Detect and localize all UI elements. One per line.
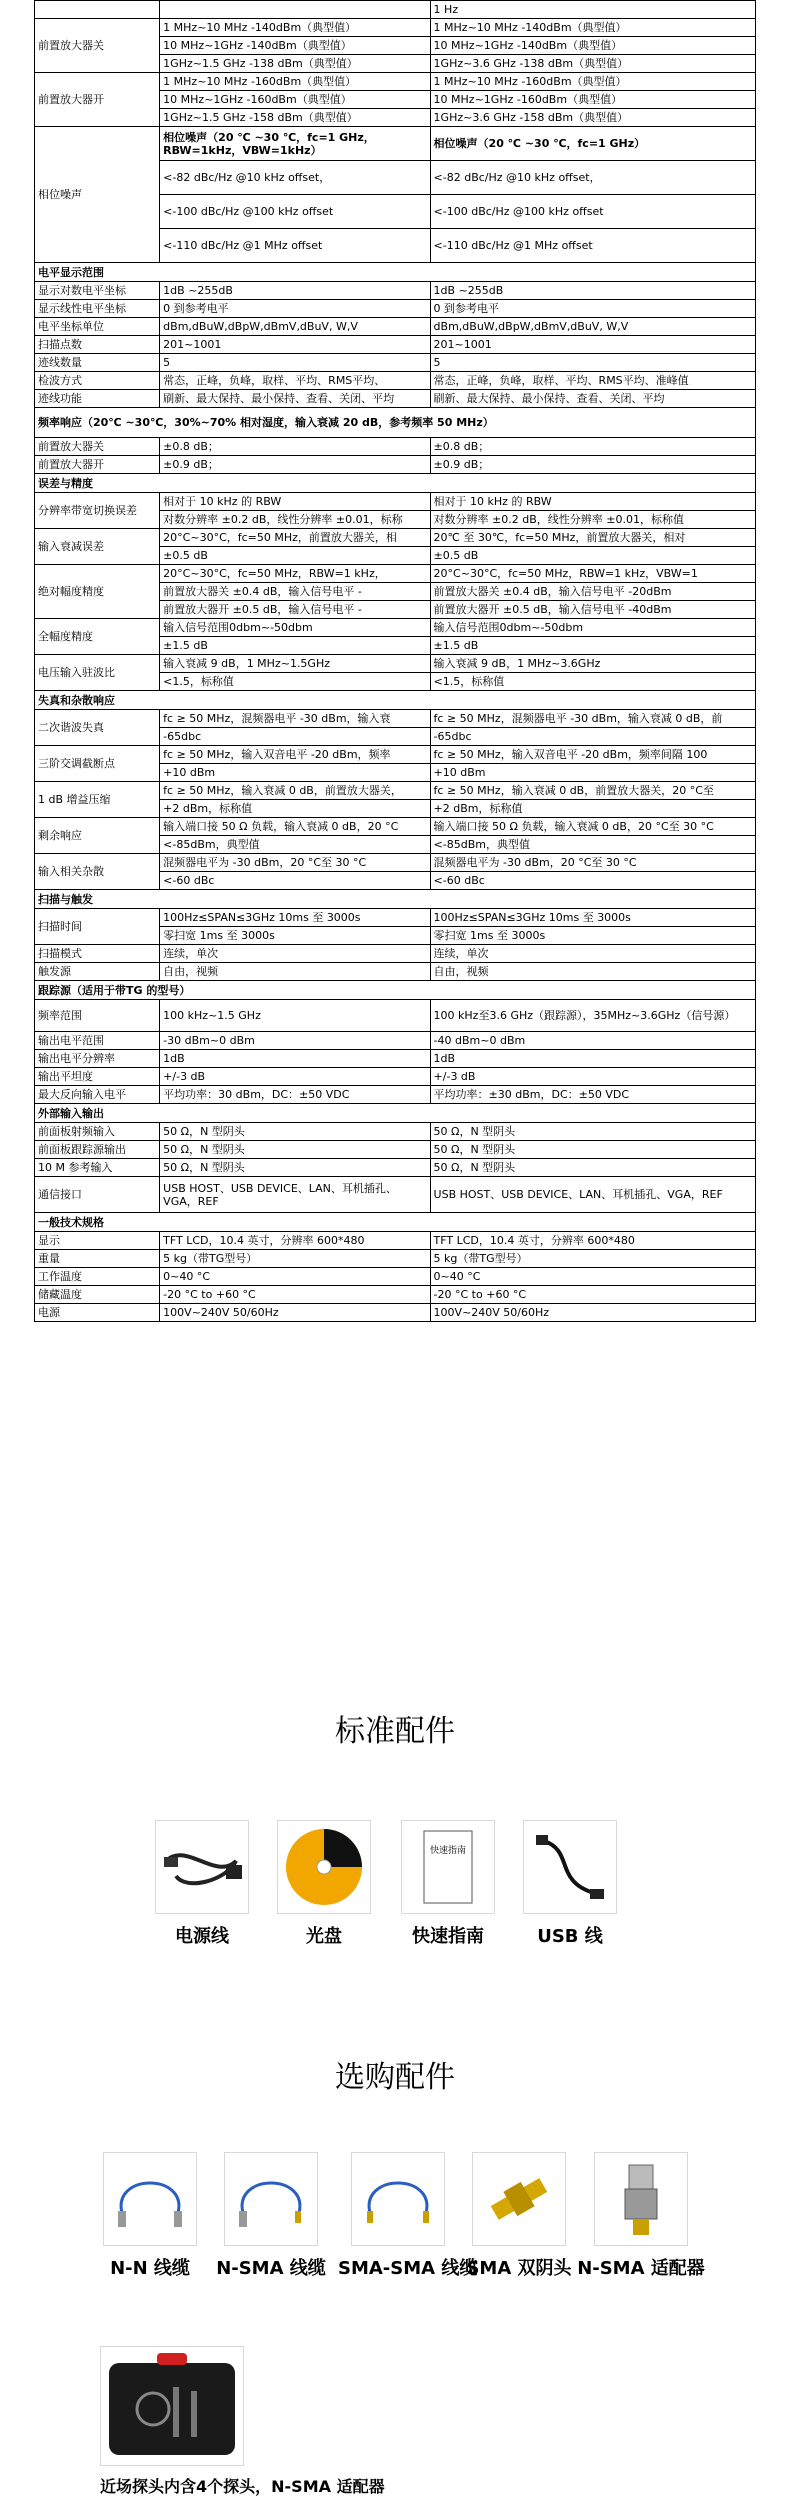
cell-value: <-110 dBc/Hz @1 MHz offset bbox=[160, 229, 430, 263]
table-row bbox=[35, 336, 756, 354]
cell-value: 刷新、最大保持、最小保持、查看、关闭、平均 bbox=[160, 390, 430, 408]
cell-value: <-85dBm，典型值 bbox=[160, 836, 430, 854]
row-label: 前置放大器关 bbox=[35, 438, 160, 456]
row-label: 频率范围 bbox=[35, 1000, 160, 1032]
row-label: 工作温度 bbox=[35, 1268, 160, 1286]
row-label: 扫描模式 bbox=[35, 945, 160, 963]
cell-value: 20℃ 至 30℃，fc=50 MHz，前置放大器关，相对 bbox=[430, 529, 755, 547]
table-row bbox=[35, 19, 756, 37]
cell-value: 1GHz~1.5 GHz -158 dBm（典型值） bbox=[160, 109, 430, 127]
cell-value: 自由，视频 bbox=[160, 963, 430, 981]
row-label: 触发源 bbox=[35, 963, 160, 981]
row-label: 输出平坦度 bbox=[35, 1068, 160, 1086]
row-label: 输入衰减误差 bbox=[35, 529, 160, 565]
table-row bbox=[35, 1177, 756, 1213]
cell-value: 相对于 10 kHz 的 RBW bbox=[430, 493, 755, 511]
cell-value: 20°C~30°C，fc=50 MHz，RBW=1 kHz，VBW=1 bbox=[430, 565, 755, 583]
cell-value: 输入衰减 9 dB，1 MHz~1.5GHz bbox=[160, 655, 430, 673]
row-label: 二次谐波失真 bbox=[35, 710, 160, 746]
table-row bbox=[35, 710, 756, 728]
cell-value: 1 MHz~10 MHz -140dBm（典型值） bbox=[160, 19, 430, 37]
table-row bbox=[35, 1123, 756, 1141]
quick-guide-icon bbox=[401, 1820, 495, 1914]
cell-value: fc ≥ 50 MHz，输入衰减 0 dB，前置放大器关， bbox=[160, 782, 430, 800]
cell-value: 201~1001 bbox=[430, 336, 755, 354]
spec-table bbox=[34, 0, 756, 1322]
cell-value: 20°C~30°C，fc=50 MHz，前置放大器关，相 bbox=[160, 529, 430, 547]
table-row bbox=[35, 1, 756, 19]
accessory-label: N-N 线缆 bbox=[110, 2258, 190, 2279]
cell-value: -65dbc bbox=[160, 728, 430, 746]
accessory-sma-sma-cable bbox=[338, 2152, 478, 2280]
table-row bbox=[35, 127, 756, 161]
probe-kit-icon bbox=[100, 2346, 244, 2466]
section-header: 跟踪源（适用于带TG 的型号） bbox=[35, 981, 756, 1000]
cell-value: USB HOST、USB DEVICE、LAN、耳机插孔、VGA，REF bbox=[160, 1177, 430, 1213]
accessory-power-cord bbox=[150, 1820, 254, 1948]
cell-value: 5 kg（带TG型号） bbox=[430, 1250, 755, 1268]
cell-value: <-110 dBc/Hz @1 MHz offset bbox=[430, 229, 755, 263]
cd-icon bbox=[277, 1820, 371, 1914]
cell-value: +10 dBm bbox=[430, 764, 755, 782]
cell-value: 10 MHz~1GHz -140dBm（典型值） bbox=[160, 37, 430, 55]
cell-value: 自由，视频 bbox=[430, 963, 755, 981]
accessory-label: 电源线 bbox=[175, 1926, 229, 1947]
cell-value: ±0.9 dB； bbox=[160, 456, 430, 474]
power-cord-icon bbox=[155, 1820, 249, 1914]
row-label: 迹线数量 bbox=[35, 354, 160, 372]
section-header: 失真和杂散响应 bbox=[35, 691, 756, 710]
row-label: 电压输入驻波比 bbox=[35, 655, 160, 691]
table-row bbox=[35, 372, 756, 390]
section-header: 误差与精度 bbox=[35, 474, 756, 493]
cell-value: fc ≥ 50 MHz，混频器电平 -30 dBm，输入衰减 0 dB，前 bbox=[430, 710, 755, 728]
cell-value: 连续，单次 bbox=[430, 945, 755, 963]
cell-value: fc ≥ 50 MHz，输入双音电平 -20 dBm，频率 bbox=[160, 746, 430, 764]
row-label: 储藏温度 bbox=[35, 1286, 160, 1304]
table-row bbox=[35, 1032, 756, 1050]
accessory-quick-guide bbox=[396, 1820, 500, 1948]
table-row bbox=[35, 408, 756, 438]
n-sma-adapter-icon bbox=[594, 2152, 688, 2246]
cell-value: 输入信号范围0dbm~-50dbm bbox=[160, 619, 430, 637]
table-row bbox=[35, 818, 756, 836]
cell-value: <-82 dBc/Hz @10 kHz offset， bbox=[160, 161, 430, 195]
cell-value: -20 °C to +60 °C bbox=[160, 1286, 430, 1304]
table-row bbox=[35, 746, 756, 764]
table-row bbox=[35, 1268, 756, 1286]
accessory-label: N-SMA 适配器 bbox=[577, 2258, 705, 2279]
section-header: 频率响应（20℃ ~30℃，30%~70% 相对湿度，输入衰减 20 dB，参考频率 50 MHz） bbox=[35, 408, 756, 438]
cell-value: 50 Ω，N 型阴头 bbox=[430, 1123, 755, 1141]
cell-value: ±0.8 dB； bbox=[430, 438, 755, 456]
phase-noise-header-1: 相位噪声（20 ℃ ~30 ℃，fc=1 GHz，RBW=1kHz，VBW=1kHz） bbox=[160, 127, 430, 161]
row-label: 1 dB 增益压缩 bbox=[35, 782, 160, 818]
row-label: 前面板跟踪源输出 bbox=[35, 1141, 160, 1159]
row-label: 前置放大器开 bbox=[35, 456, 160, 474]
cell-value: 输入端口接 50 Ω 负载，输入衰减 0 dB，20 °C bbox=[160, 818, 430, 836]
coax-cable-icon bbox=[351, 2152, 445, 2246]
cell-value: -40 dBm~0 dBm bbox=[430, 1032, 755, 1050]
cell-value: +10 dBm bbox=[160, 764, 430, 782]
section-header: 扫描与触发 bbox=[35, 890, 756, 909]
table-row bbox=[35, 354, 756, 372]
cell-value: 混频器电平为 -30 dBm，20 °C至 30 °C bbox=[160, 854, 430, 872]
row-label: 全幅度精度 bbox=[35, 619, 160, 655]
cell-value: USB HOST、USB DEVICE、LAN、耳机插孔、VGA，REF bbox=[430, 1177, 755, 1213]
sma-adapter-icon bbox=[472, 2152, 566, 2246]
cell-value: 50 Ω，N 型阴头 bbox=[430, 1159, 755, 1177]
table-row bbox=[35, 282, 756, 300]
cell-value: 100Hz≤SPAN≤3GHz 10ms 至 3000s bbox=[160, 909, 430, 927]
cell-value bbox=[160, 1, 430, 19]
row-label: 前面板射频输入 bbox=[35, 1123, 160, 1141]
cell-value: 100V~240V 50/60Hz bbox=[160, 1304, 430, 1322]
cell-value: ±1.5 dB bbox=[430, 637, 755, 655]
cell-value: 5 bbox=[430, 354, 755, 372]
cell-value: 50 Ω，N 型阴头 bbox=[160, 1159, 430, 1177]
cell-value: fc ≥ 50 MHz，输入双音电平 -20 dBm，频率间隔 100 bbox=[430, 746, 755, 764]
quick-guide-cover-text: 快速指南 bbox=[429, 1846, 466, 1856]
cell-value: 对数分辨率 ±0.2 dB，线性分辨率 ±0.01，标称 bbox=[160, 511, 430, 529]
cell-value: 输入信号范围0dbm~-50dbm bbox=[430, 619, 755, 637]
cell-value: 前置放大器关 ±0.4 dB，输入信号电平 - bbox=[160, 583, 430, 601]
row-label: 重量 bbox=[35, 1250, 160, 1268]
table-row bbox=[35, 1232, 756, 1250]
accessory-label: N-SMA 线缆 bbox=[216, 2258, 326, 2279]
table-row bbox=[35, 1104, 756, 1123]
accessory-cd bbox=[272, 1820, 376, 1948]
cell-value: 相对于 10 kHz 的 RBW bbox=[160, 493, 430, 511]
table-row bbox=[35, 963, 756, 981]
cell-value: <-85dBm，典型值 bbox=[430, 836, 755, 854]
optional-accessories-title: 选购配件 bbox=[335, 2060, 455, 2095]
accessory-label: SMA-SMA 线缆 bbox=[338, 2258, 478, 2279]
cell-value: 1 Hz bbox=[430, 1, 755, 19]
row-label: 分辨率带宽切换误差 bbox=[35, 493, 160, 529]
row-label: 绝对幅度精度 bbox=[35, 565, 160, 619]
cell-value: 10 MHz~1GHz -160dBm（典型值） bbox=[430, 91, 755, 109]
accessory-probe-kit bbox=[100, 2346, 500, 2497]
cell-value: 输入端口接 50 Ω 负载，输入衰减 0 dB，20 °C至 30 °C bbox=[430, 818, 755, 836]
cell-value: <-100 dBc/Hz @100 kHz offset bbox=[430, 195, 755, 229]
accessory-n-sma-cable bbox=[216, 2152, 326, 2280]
spec-table-body bbox=[35, 1, 756, 1322]
cell-value: <1.5，标称值 bbox=[430, 673, 755, 691]
section-header: 电平显示范围 bbox=[35, 263, 756, 282]
cell-value: 1GHz~1.5 GHz -138 dBm（典型值） bbox=[160, 55, 430, 73]
cell-value: 零扫宽 1ms 至 3000s bbox=[430, 927, 755, 945]
row-label: 显示对数电平坐标 bbox=[35, 282, 160, 300]
cell-value: 1 MHz~10 MHz -140dBm（典型值） bbox=[430, 19, 755, 37]
cell-value: +2 dBm，标称值 bbox=[430, 800, 755, 818]
standard-accessories-title: 标准配件 bbox=[335, 1714, 455, 1749]
cell-value: 对数分辨率 ±0.2 dB，线性分辨率 ±0.01，标称值 bbox=[430, 511, 755, 529]
cell-value: 混频器电平为 -30 dBm，20 °C至 30 °C bbox=[430, 854, 755, 872]
table-row bbox=[35, 945, 756, 963]
table-row bbox=[35, 1286, 756, 1304]
table-row bbox=[35, 1086, 756, 1104]
cell-value: -30 dBm~0 dBm bbox=[160, 1032, 430, 1050]
row-label: 电源 bbox=[35, 1304, 160, 1322]
coax-cable-icon bbox=[224, 2152, 318, 2246]
row-label: 剩余响应 bbox=[35, 818, 160, 854]
row-label bbox=[35, 1, 160, 19]
accessory-label: 近场探头内含4个探头，N-SMA 适配器 bbox=[100, 2477, 385, 2496]
cell-value: 常态，正峰，负峰，取样、平均、RMS平均、准峰值 bbox=[430, 372, 755, 390]
row-label: 通信接口 bbox=[35, 1177, 160, 1213]
table-row bbox=[35, 390, 756, 408]
cell-value: 50 Ω，N 型阴头 bbox=[160, 1141, 430, 1159]
row-label: 显示 bbox=[35, 1232, 160, 1250]
row-label: 相位噪声 bbox=[35, 127, 160, 263]
cell-value: 零扫宽 1ms 至 3000s bbox=[160, 927, 430, 945]
cell-value: TFT LCD，10.4 英寸，分辨率 600*480 bbox=[160, 1232, 430, 1250]
cell-value: 连续，单次 bbox=[160, 945, 430, 963]
accessory-label: 光盘 bbox=[306, 1926, 342, 1947]
cell-value: 1dB bbox=[160, 1050, 430, 1068]
accessory-label: 快速指南 bbox=[412, 1926, 484, 1947]
cell-value: <1.5，标称值 bbox=[160, 673, 430, 691]
cell-value: -65dbc bbox=[430, 728, 755, 746]
row-label: 输出电平分辨率 bbox=[35, 1050, 160, 1068]
cell-value: <-82 dBc/Hz @10 kHz offset， bbox=[430, 161, 755, 195]
cell-value: 1dB ~255dB bbox=[160, 282, 430, 300]
cell-value: 前置放大器开 ±0.5 dB，输入信号电平 -40dBm bbox=[430, 601, 755, 619]
table-row bbox=[35, 1068, 756, 1086]
accessory-label: USB 线 bbox=[537, 1926, 603, 1947]
table-row bbox=[35, 1141, 756, 1159]
cell-value: TFT LCD，10.4 英寸，分辨率 600*480 bbox=[430, 1232, 755, 1250]
cell-value: 50 Ω，N 型阴头 bbox=[430, 1141, 755, 1159]
cell-value: 50 Ω，N 型阴头 bbox=[160, 1123, 430, 1141]
accessory-sma-female-adapter bbox=[464, 2152, 574, 2280]
table-row bbox=[35, 318, 756, 336]
table-row bbox=[35, 981, 756, 1000]
cell-value: ±0.5 dB bbox=[430, 547, 755, 565]
accessory-usb-cable bbox=[518, 1820, 622, 1948]
cell-value: 1 MHz~10 MHz -160dBm（典型值） bbox=[160, 73, 430, 91]
table-row bbox=[35, 1159, 756, 1177]
cell-value: 100Hz≤SPAN≤3GHz 10ms 至 3000s bbox=[430, 909, 755, 927]
accessory-label: SMA 双阴头 bbox=[466, 2258, 572, 2279]
coax-cable-icon bbox=[103, 2152, 197, 2246]
cell-value: 10 MHz~1GHz -140dBm（典型值） bbox=[430, 37, 755, 55]
cell-value: 前置放大器开 ±0.5 dB，输入信号电平 - bbox=[160, 601, 430, 619]
cell-value: fc ≥ 50 MHz，输入衰减 0 dB，前置放大器关，20 °C至 bbox=[430, 782, 755, 800]
table-row bbox=[35, 1250, 756, 1268]
cell-value: 1 MHz~10 MHz -160dBm（典型值） bbox=[430, 73, 755, 91]
table-row bbox=[35, 73, 756, 91]
cell-value: 5 kg（带TG型号） bbox=[160, 1250, 430, 1268]
cell-value: dBm,dBuW,dBpW,dBmV,dBuV, W,V bbox=[430, 318, 755, 336]
row-label: 扫描时间 bbox=[35, 909, 160, 945]
table-row bbox=[35, 456, 756, 474]
cell-value: 0~40 °C bbox=[430, 1268, 755, 1286]
cell-value: <-60 dBc bbox=[160, 872, 430, 890]
cell-value: 100V~240V 50/60Hz bbox=[430, 1304, 755, 1322]
row-label: 10 M 参考输入 bbox=[35, 1159, 160, 1177]
table-row bbox=[35, 854, 756, 872]
cell-value: 1GHz~3.6 GHz -158 dBm（典型值） bbox=[430, 109, 755, 127]
table-row bbox=[35, 474, 756, 493]
cell-value: 1dB ~255dB bbox=[430, 282, 755, 300]
cell-value: <-60 dBc bbox=[430, 872, 755, 890]
table-row bbox=[35, 493, 756, 511]
cell-value: ±0.5 dB bbox=[160, 547, 430, 565]
accessory-n-n-cable bbox=[98, 2152, 202, 2280]
table-row bbox=[35, 909, 756, 927]
cell-value: ±0.8 dB； bbox=[160, 438, 430, 456]
cell-value: 1dB bbox=[430, 1050, 755, 1068]
cell-value: fc ≥ 50 MHz，混频器电平 -30 dBm，输入衰 bbox=[160, 710, 430, 728]
table-row bbox=[35, 529, 756, 547]
row-label: 检波方式 bbox=[35, 372, 160, 390]
table-row bbox=[35, 1000, 756, 1032]
table-row bbox=[35, 619, 756, 637]
cell-value: dBm,dBuW,dBpW,dBmV,dBuV, W,V bbox=[160, 318, 430, 336]
table-row bbox=[35, 1213, 756, 1232]
cell-value: 0 到参考电平 bbox=[160, 300, 430, 318]
cell-value: +/-3 dB bbox=[430, 1068, 755, 1086]
section-header: 外部输入输出 bbox=[35, 1104, 756, 1123]
cell-value: 常态，正峰，负峰，取样、平均、RMS平均、 bbox=[160, 372, 430, 390]
cell-value: ±1.5 dB bbox=[160, 637, 430, 655]
row-label: 前置放大器开 bbox=[35, 73, 160, 127]
cell-value: <-100 dBc/Hz @100 kHz offset bbox=[160, 195, 430, 229]
cell-value: 20°C~30°C，fc=50 MHz，RBW=1 kHz， bbox=[160, 565, 430, 583]
row-label: 最大反向输入电平 bbox=[35, 1086, 160, 1104]
cell-value: 1GHz~3.6 GHz -138 dBm（典型值） bbox=[430, 55, 755, 73]
row-label: 显示线性电平坐标 bbox=[35, 300, 160, 318]
cell-value: +2 dBm，标称值 bbox=[160, 800, 430, 818]
cell-value: 输入衰减 9 dB，1 MHz~3.6GHz bbox=[430, 655, 755, 673]
spec-sheet bbox=[34, 0, 756, 1322]
section-header: 一般技术规格 bbox=[35, 1213, 756, 1232]
cell-value: 平均功率：±30 dBm，DC：±50 VDC bbox=[430, 1086, 755, 1104]
cell-value: 100 kHz~1.5 GHz bbox=[160, 1000, 430, 1032]
cell-value: 前置放大器关 ±0.4 dB，输入信号电平 -20dBm bbox=[430, 583, 755, 601]
cell-value: -20 °C to +60 °C bbox=[430, 1286, 755, 1304]
row-label: 扫描点数 bbox=[35, 336, 160, 354]
table-row bbox=[35, 1304, 756, 1322]
table-row bbox=[35, 263, 756, 282]
accessory-n-sma-adapter bbox=[576, 2152, 706, 2280]
cell-value: 10 MHz~1GHz -160dBm（典型值） bbox=[160, 91, 430, 109]
row-label: 输出电平范围 bbox=[35, 1032, 160, 1050]
cell-value: 平均功率：30 dBm，DC：±50 VDC bbox=[160, 1086, 430, 1104]
row-label: 三阶交调截断点 bbox=[35, 746, 160, 782]
cell-value: +/-3 dB bbox=[160, 1068, 430, 1086]
cell-value: 100 kHz至3.6 GHz（跟踪源），35MHz~3.6GHz（信号源） bbox=[430, 1000, 755, 1032]
cell-value: 0 到参考电平 bbox=[430, 300, 755, 318]
cell-value: 刷新、最大保持、最小保持、查看、关闭、平均 bbox=[430, 390, 755, 408]
table-row bbox=[35, 565, 756, 583]
table-row bbox=[35, 300, 756, 318]
row-label: 电平坐标单位 bbox=[35, 318, 160, 336]
phase-noise-header-2: 相位噪声（20 ℃ ~30 ℃，fc=1 GHz） bbox=[430, 127, 755, 161]
cell-value: 201~1001 bbox=[160, 336, 430, 354]
table-row bbox=[35, 890, 756, 909]
cell-value: 0~40 °C bbox=[160, 1268, 430, 1286]
row-label: 前置放大器关 bbox=[35, 19, 160, 73]
cell-value: ±0.9 dB； bbox=[430, 456, 755, 474]
row-label: 输入相关杂散 bbox=[35, 854, 160, 890]
table-row bbox=[35, 655, 756, 673]
table-row bbox=[35, 691, 756, 710]
usb-cable-icon bbox=[523, 1820, 617, 1914]
row-label: 迹线功能 bbox=[35, 390, 160, 408]
cell-value: 5 bbox=[160, 354, 430, 372]
table-row bbox=[35, 782, 756, 800]
table-row bbox=[35, 1050, 756, 1068]
table-row bbox=[35, 438, 756, 456]
